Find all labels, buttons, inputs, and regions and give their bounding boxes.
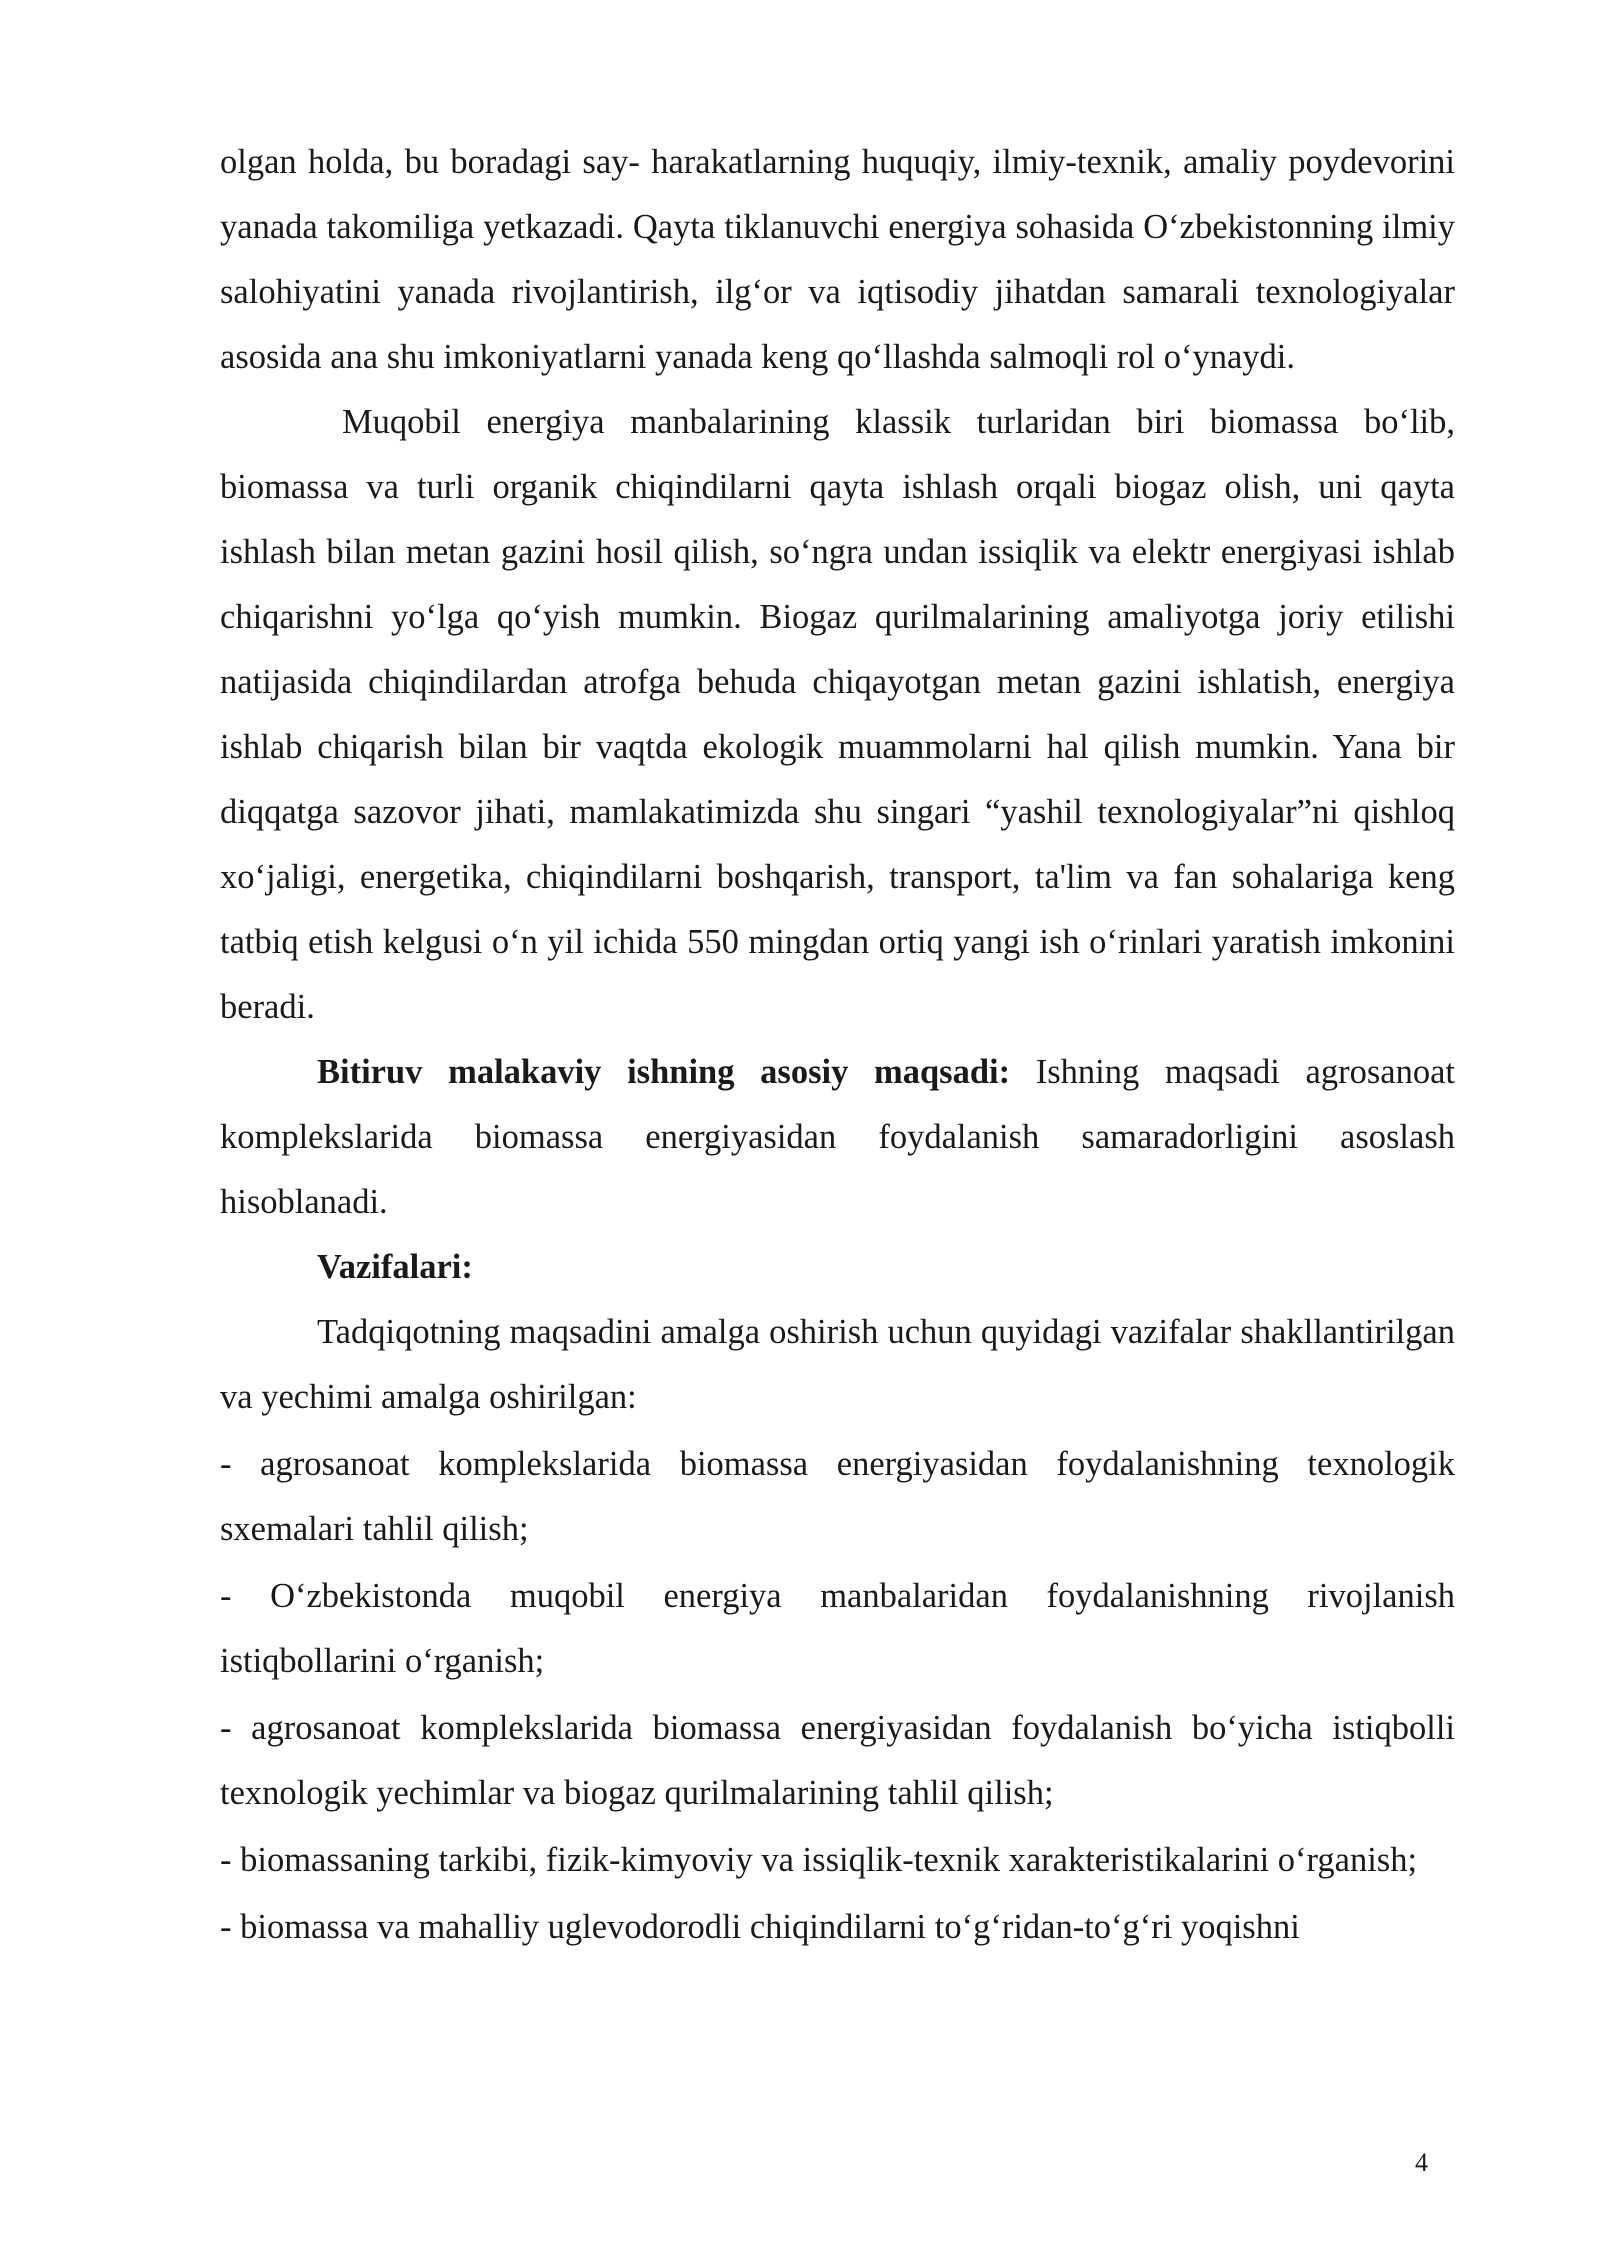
tasks-heading: Vazifalari: xyxy=(317,1248,473,1286)
task-item: - agrosanoat komplekslarida biomassa energiyasidan foydalanishning texnologik sxemalari tahlil qilish; xyxy=(220,1445,1455,1548)
goal-label: Bitiruv malakaviy ishning asosiy maqsadi: xyxy=(317,1053,1011,1091)
task-item: - agrosanoat komplekslarida biomassa energiyasidan foydalanish bo‘yicha istiqbolli texnologik yechimlar va biogaz qurilmalarining tahlil qilish; xyxy=(220,1709,1455,1812)
task-item: - O‘zbekistonda muqobil energiya manbalaridan foydalanishning rivojlanish istiqbollarini o‘rganish; xyxy=(220,1577,1455,1680)
paragraph-goal xyxy=(220,1040,1455,1235)
task-item: - biomassa va mahalliy uglevodorodli chiqindilarni to‘g‘ridan-to‘g‘ri yoqishni xyxy=(220,1908,1300,1946)
tasks-intro: Tadqiqotning maqsadini amalga oshirish uchun quyidagi vazifalar shakllantirilgan va yechimi amalga oshirilgan: xyxy=(220,1313,1455,1416)
goal-text: Ishning maqsadi agrosanoat komplekslarida biomassa energiyasidan foydalanish samaradorligini asoslash hisoblanadi. xyxy=(220,1053,1455,1221)
task-item: - biomassaning tarkibi, fizik-kimyoviy va issiqlik-texnik xarakteristikalarini o‘rganish; xyxy=(220,1841,1418,1879)
paragraph-intro: olgan holda, bu boradagi say- harakatlarning huquqiy, ilmiy-texnik, amaliy poydevorini yanada takomiliga yetkazadi. Qayta tiklanuvchi energiya sohasida O‘zbekistonning ilmiy salohiyatini yanada rivojlantirish, ilg‘or va iqtisodiy jihatdan samarali texnologiyalar asosida ana shu imkoniyatlarni yanada keng qo‘llashda salmoqli rol o‘ynaydi. xyxy=(220,143,1455,376)
paragraph-biomass: Muqobil energiya manbalarining klassik turlaridan biri biomassa bo‘lib, biomassa va turli organik chiqindilarni qayta ishlash orqali biogaz olish, uni qayta ishlash bilan metan gazini hosil qilish, so‘ngra undan issiqlik va elektr energiyasi ishlab chiqarishni yo‘lga qo‘yish mumkin. Biogaz qurilmalarining amaliyotga joriy etilishi natijasida chiqindilardan atrofga behuda chiqayotgan metan gazini ishlatish, energiya ishlab chiqarish bilan bir vaqtda ekologik muammolarni hal qilish mumkin. Yana bir diqqatga sazovor jihati, mamlakatimizda shu singari “yashil texnologiyalar”ni qishloq xo‘jaligi, energetika, chiqindilarni boshqarish, transport, ta'lim va fan sohalariga keng tatbiq etish kelgusi o‘n yil ichida 550 mingdan ortiq yangi ish o‘rinlari yaratish imkonini beradi. xyxy=(220,403,1455,1026)
document-page xyxy=(220,130,1455,1960)
page-number: 4 xyxy=(1415,2148,1428,2177)
